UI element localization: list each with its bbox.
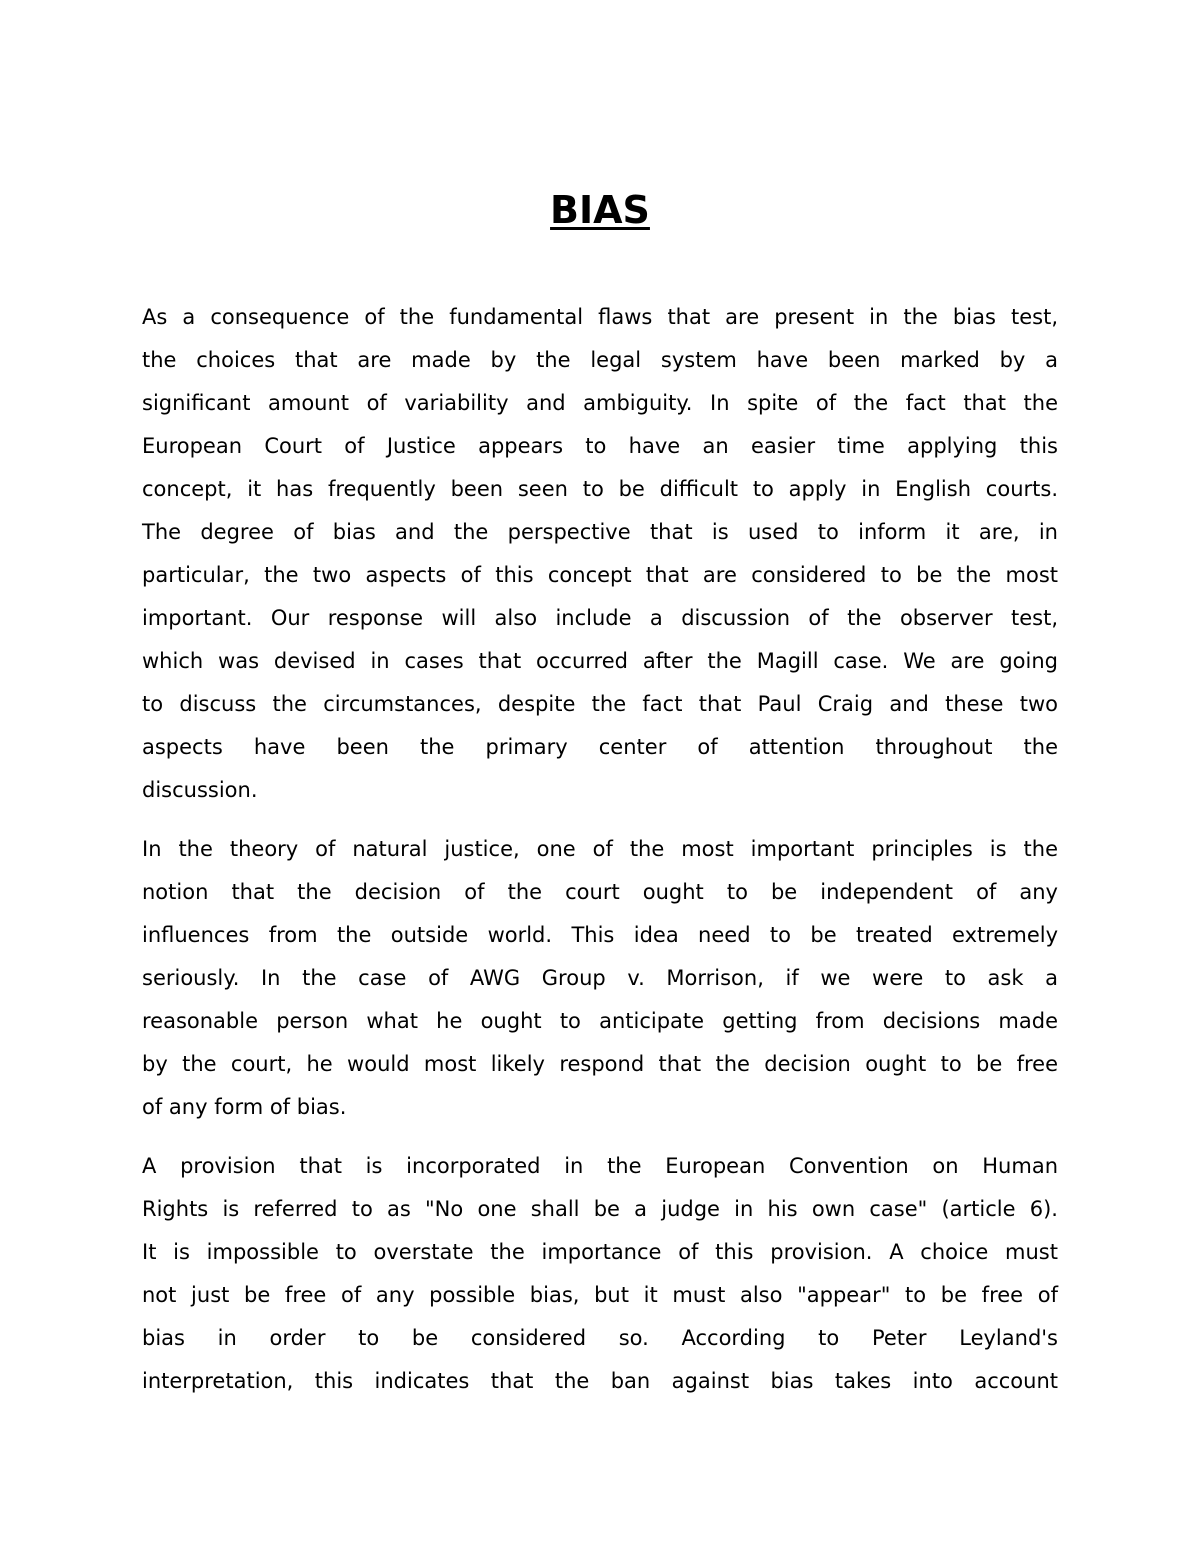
text-line: European Court of Justice appears to have an easier time applying this <box>142 434 1058 458</box>
text-line: by the court, he would most likely respond that the decision ought to be free <box>142 1052 1058 1076</box>
text-line: notion that the decision of the court ought to be independent of any <box>142 880 1058 904</box>
text-line: to discuss the circumstances, despite the fact that Paul Craig and these two <box>142 692 1058 716</box>
text-line: interpretation, this indicates that the ban against bias takes into account <box>142 1369 1058 1393</box>
text-line: The degree of bias and the perspective that is used to inform it are, in <box>142 520 1058 544</box>
paragraph <box>142 828 1058 1129</box>
text-line: which was devised in cases that occurred after the Magill case. We are going <box>142 649 1058 673</box>
text-line: significant amount of variability and ambiguity. In spite of the fact that the <box>142 391 1058 415</box>
text-line: seriously. In the case of AWG Group v. Morrison, if we were to ask a <box>142 966 1058 990</box>
text-line: concept, it has frequently been seen to be difficult to apply in English courts. <box>142 477 1058 501</box>
text-line: particular, the two aspects of this concept that are considered to be the most <box>142 563 1058 587</box>
text-line: of any form of bias. <box>142 1095 347 1119</box>
text-line: the choices that are made by the legal system have been marked by a <box>142 348 1058 372</box>
text-line: Rights is referred to as "No one shall be a judge in his own case" (article 6). <box>142 1197 1058 1221</box>
text-line: As a consequence of the fundamental flaws that are present in the bias test, <box>142 305 1058 329</box>
text-line: not just be free of any possible bias, but it must also "appear" to be free of <box>142 1283 1058 1307</box>
document-body <box>142 296 1058 1419</box>
text-line: discussion. <box>142 778 258 802</box>
paragraph <box>142 1145 1058 1403</box>
text-line: important. Our response will also include a discussion of the observer test, <box>142 606 1058 630</box>
text-line: It is impossible to overstate the importance of this provision. A choice must <box>142 1240 1058 1264</box>
text-line: In the theory of natural justice, one of the most important principles is the <box>142 837 1058 861</box>
text-line: bias in order to be considered so. According to Peter Leyland's <box>142 1326 1058 1350</box>
text-line: reasonable person what he ought to anticipate getting from decisions made <box>142 1009 1058 1033</box>
paragraph <box>142 296 1058 812</box>
document-title: BIAS <box>550 188 650 232</box>
text-line: aspects have been the primary center of attention throughout the <box>142 735 1058 759</box>
text-line: influences from the outside world. This idea need to be treated extremely <box>142 923 1058 947</box>
text-line: A provision that is incorporated in the European Convention on Human <box>142 1154 1058 1178</box>
